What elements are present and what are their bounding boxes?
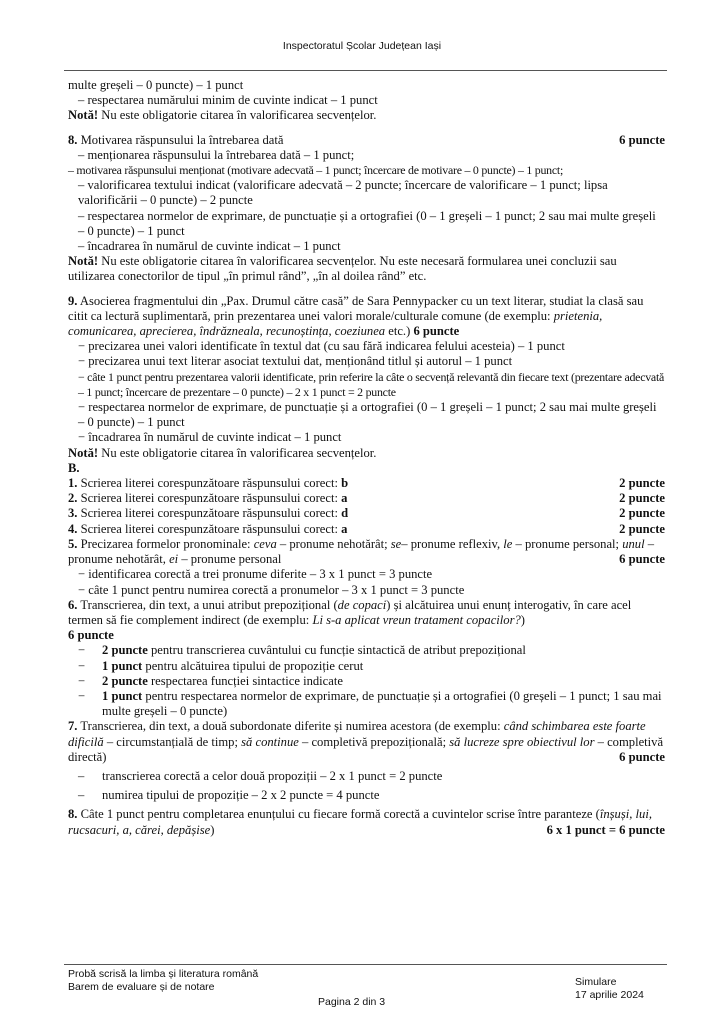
footer-date: 17 aprilie 2024 xyxy=(575,989,644,1001)
criterion-text: transcrierea corectă a celor două propoziții – 2 x 1 punct = 2 puncte xyxy=(102,768,443,783)
item-number: 2. xyxy=(68,491,78,506)
criterion: − precizarea unei valori identificate în textul dat (cu sau fără indicarea felului acesteia) – 1 punct xyxy=(78,339,565,354)
criterion-text: pentru alcătuirea tipului de propoziție cerut xyxy=(142,658,364,673)
item-points: 2 puncte xyxy=(619,476,665,491)
example-word: să lucreze spre obiectivul lor xyxy=(449,734,595,749)
criterion-points: 2 puncte xyxy=(102,643,148,658)
criterion: − încadrarea în numărul de cuvinte indicat – 1 punct xyxy=(78,430,342,445)
item-points: 6 puncte xyxy=(619,749,665,764)
item-text: – pronume reflexiv, xyxy=(401,536,504,551)
criterion-points: 1 punct xyxy=(102,688,143,703)
answer-row xyxy=(68,476,665,491)
item-8a-heading xyxy=(68,133,665,148)
criterion xyxy=(68,659,665,674)
page-header: Inspectoratul Școlar Județean Iași xyxy=(282,40,442,52)
criterion: – respectarea normelor de exprimare, de punctuație și a ortografiei (0 – 1 greșeli – 1 punct; 2 sau mai multe greșeli – 0 puncte) – 1 punct xyxy=(78,208,656,238)
example-word: se xyxy=(390,536,402,551)
dash: − xyxy=(78,688,86,703)
item-text: Transcrierea, din text, a unui atribut prepozițional ( xyxy=(77,597,338,612)
item-6-heading xyxy=(68,598,665,628)
criterion: – încadrarea în numărul de cuvinte indicat – 1 punct xyxy=(78,239,341,254)
example-word: de copaci xyxy=(337,597,387,612)
correct-answer: a xyxy=(341,491,348,506)
item-points: 2 puncte xyxy=(619,506,665,521)
item-text: – completivă directă) xyxy=(68,734,664,764)
item-points: 6 puncte xyxy=(413,324,460,339)
dash: − xyxy=(78,643,86,658)
example-word: când schimbarea este foarte dificilă xyxy=(68,719,646,749)
item-number: 6. xyxy=(68,597,78,612)
correct-answer: b xyxy=(341,476,349,491)
item-number: 7. xyxy=(68,719,78,734)
header-divider xyxy=(64,70,667,71)
item-number: 8. xyxy=(68,132,78,147)
item-text: ) xyxy=(520,612,525,627)
example-word: ei xyxy=(169,552,179,567)
correct-answer: a xyxy=(341,521,348,536)
criterion: − respectarea normelor de exprimare, de punctuație și a ortografiei (0 – 1 greșeli – 1 punct; 2 sau mai multe greșeli – 0 puncte) – 1 punct xyxy=(78,400,657,430)
footer-exam-type: Simulare xyxy=(575,976,617,988)
item-points: 6 puncte xyxy=(68,628,114,643)
item-text: Scrierea literei corespunzătoare răspunsului corect: xyxy=(77,521,342,536)
item-text: etc.) xyxy=(385,324,414,339)
example-word: unul xyxy=(622,536,645,551)
criterion: − precizarea unui text literar asociat textului dat, menționând titlul și autorul – 1 punct xyxy=(78,354,513,369)
item-number: 9. xyxy=(68,293,78,308)
note xyxy=(68,446,665,461)
document-body xyxy=(68,78,665,838)
continuation-line: multe greșeli – 0 puncte) – 1 punct xyxy=(68,78,244,92)
dash: – xyxy=(78,788,85,803)
answer-row xyxy=(68,506,665,521)
item-text: ) și alcătuirea unui enunț interogativ, în care acel termen să fie complement indirect (de exemplu: xyxy=(68,597,632,627)
criterion xyxy=(68,769,665,784)
criterion-text: pentru respectarea normelor de exprimare, de punctuație și a ortografiei (0 greșeli – 1 punct; 1 sau mai multe greșeli – 0 puncte) xyxy=(102,688,662,719)
criterion: – motivarea răspunsului menționat (motivare adecvată – 1 punct; încercare de motivare – 0 puncte) – 1 punct; xyxy=(68,163,564,178)
criterion xyxy=(68,689,665,719)
item-number: 1. xyxy=(68,476,78,491)
item-points: 2 puncte xyxy=(619,491,665,506)
example-sentence: Li s-a aplicat vreun tratament copacilor? xyxy=(312,612,521,627)
item-text: – completivă prepozițională; xyxy=(298,734,450,749)
criterion: – valorificarea textului indicat (valorificare adecvată – 2 puncte; încercare de valorificare – 1 punct; lipsa valorificării – 0 puncte) – 2 puncte xyxy=(78,178,608,208)
example-word: înșuși, lui, rucsacuri, a, cărei, depășise xyxy=(68,807,652,837)
item-number: 4. xyxy=(68,521,78,536)
criterion xyxy=(68,643,665,658)
note-label: Notă! xyxy=(68,254,99,269)
answer-row xyxy=(68,491,665,506)
footer-left xyxy=(68,968,258,994)
item-points: 6 puncte xyxy=(619,552,665,567)
item-text: Asocierea fragmentului din „Pax. Drumul către casă” de Sara Pennypacker cu un text literar, studiat la clasă sau citit ca lectură suplimentară, prin prezentarea unei valori morale/culturale comune (de exemplu: xyxy=(68,293,644,323)
item-text: – pronume nehotărât, xyxy=(68,536,655,567)
page-number: Pagina 2 din 3 xyxy=(318,996,386,1008)
answer-row xyxy=(68,522,665,537)
footer-subject: Probă scrisă la limba și literatura română xyxy=(68,968,259,980)
criterion: − câte 1 punct pentru numirea corectă a pronumelor – 3 x 1 punct = 3 puncte xyxy=(78,582,465,597)
example-word: ceva xyxy=(253,536,277,551)
dash: − xyxy=(78,658,86,673)
dash: − xyxy=(78,673,86,688)
item-text: Scrierea literei corespunzătoare răspunsului corect: xyxy=(77,506,342,521)
item-text: – circumstanțială de timp; xyxy=(103,734,242,749)
criterion: − câte 1 punct pentru prezentarea valorii identificate, prin referire la câte o secvență relevantă din fiecare text (prezentare adecvată – 1 punct; încercare de prezentare – 0 puncte) – 2 x 1 punct = 2 puncte xyxy=(78,369,665,399)
item-number: 8. xyxy=(68,807,78,822)
example-word: să continue xyxy=(241,734,299,749)
item-text: Câte 1 punct pentru completarea enunțului cu fiecare formă corectă a cuvintelor scrise între paranteze ( xyxy=(77,807,600,822)
item-text: – pronume personal xyxy=(178,552,282,567)
criterion xyxy=(68,674,665,689)
item-text: – pronume nehotărât; xyxy=(276,536,391,551)
example-word: le xyxy=(503,536,513,551)
item-examples: prietenia, comunicarea, aprecierea, îndrăzneala, recunoștința, coeziunea xyxy=(68,308,603,339)
item-text: ) xyxy=(210,822,215,837)
note xyxy=(68,108,665,123)
note-text: Nu este obligatorie citarea în valorificarea secvențelor. Nu este necesară formularea unei concluzii sau utilizarea conectorilor de tipul „în primul rând”, „în al doilea rând” etc. xyxy=(68,254,617,284)
dash: – xyxy=(78,768,85,783)
item-number: 5. xyxy=(68,536,78,551)
note-text: Nu este obligatorie citarea în valorificarea secvențelor. xyxy=(98,445,377,460)
item-text: – pronume personal; xyxy=(512,536,623,551)
item-points: 6 puncte xyxy=(619,132,665,147)
item-number: 3. xyxy=(68,506,78,521)
criterion-points: 1 punct xyxy=(102,658,143,673)
criterion-text: pentru transcrierea cuvântului cu funcție sintactică de atribut prepozițional xyxy=(147,643,526,658)
continuation-bullet: – respectarea numărului minim de cuvinte indicat – 1 punct xyxy=(78,93,378,108)
item-points: 2 puncte xyxy=(619,521,665,536)
note-label: Notă! xyxy=(68,445,99,460)
item-9-heading xyxy=(68,294,665,340)
footer-doc-type: Barem de evaluare și de notare xyxy=(68,981,215,993)
criterion xyxy=(68,788,665,803)
note-text: Nu este obligatorie citarea în valorificarea secvențelor. xyxy=(98,108,377,123)
criterion: – menționarea răspunsului la întrebarea dată – 1 punct; xyxy=(78,147,355,162)
criterion-points: 2 puncte xyxy=(102,673,148,688)
item-text: Precizarea formelor pronominale: xyxy=(77,536,254,551)
footer-right xyxy=(575,976,644,1002)
criterion-text: respectarea funcției sintactice indicate xyxy=(147,673,343,688)
item-text: Motivarea răspunsului la întrebarea dată xyxy=(77,132,284,147)
section-b-title: B. xyxy=(68,460,80,475)
criterion-text: numirea tipului de propoziție – 2 x 2 puncte = 4 puncte xyxy=(102,788,380,803)
item-text: Scrierea literei corespunzătoare răspunsului corect: xyxy=(77,491,342,506)
correct-answer: d xyxy=(341,506,349,521)
item-text: Scrierea literei corespunzătoare răspunsului corect: xyxy=(77,476,342,491)
note xyxy=(68,254,665,284)
note-label: Notă! xyxy=(68,108,99,123)
item-text: Transcrierea, din text, a două subordonate diferite și numirea acestora (de exemplu: xyxy=(77,719,504,734)
footer-divider xyxy=(64,964,667,965)
criterion: − identificarea corectă a trei pronume diferite – 3 x 1 punct = 3 puncte xyxy=(78,567,433,582)
item-points: 6 x 1 punct = 6 puncte xyxy=(546,822,665,837)
